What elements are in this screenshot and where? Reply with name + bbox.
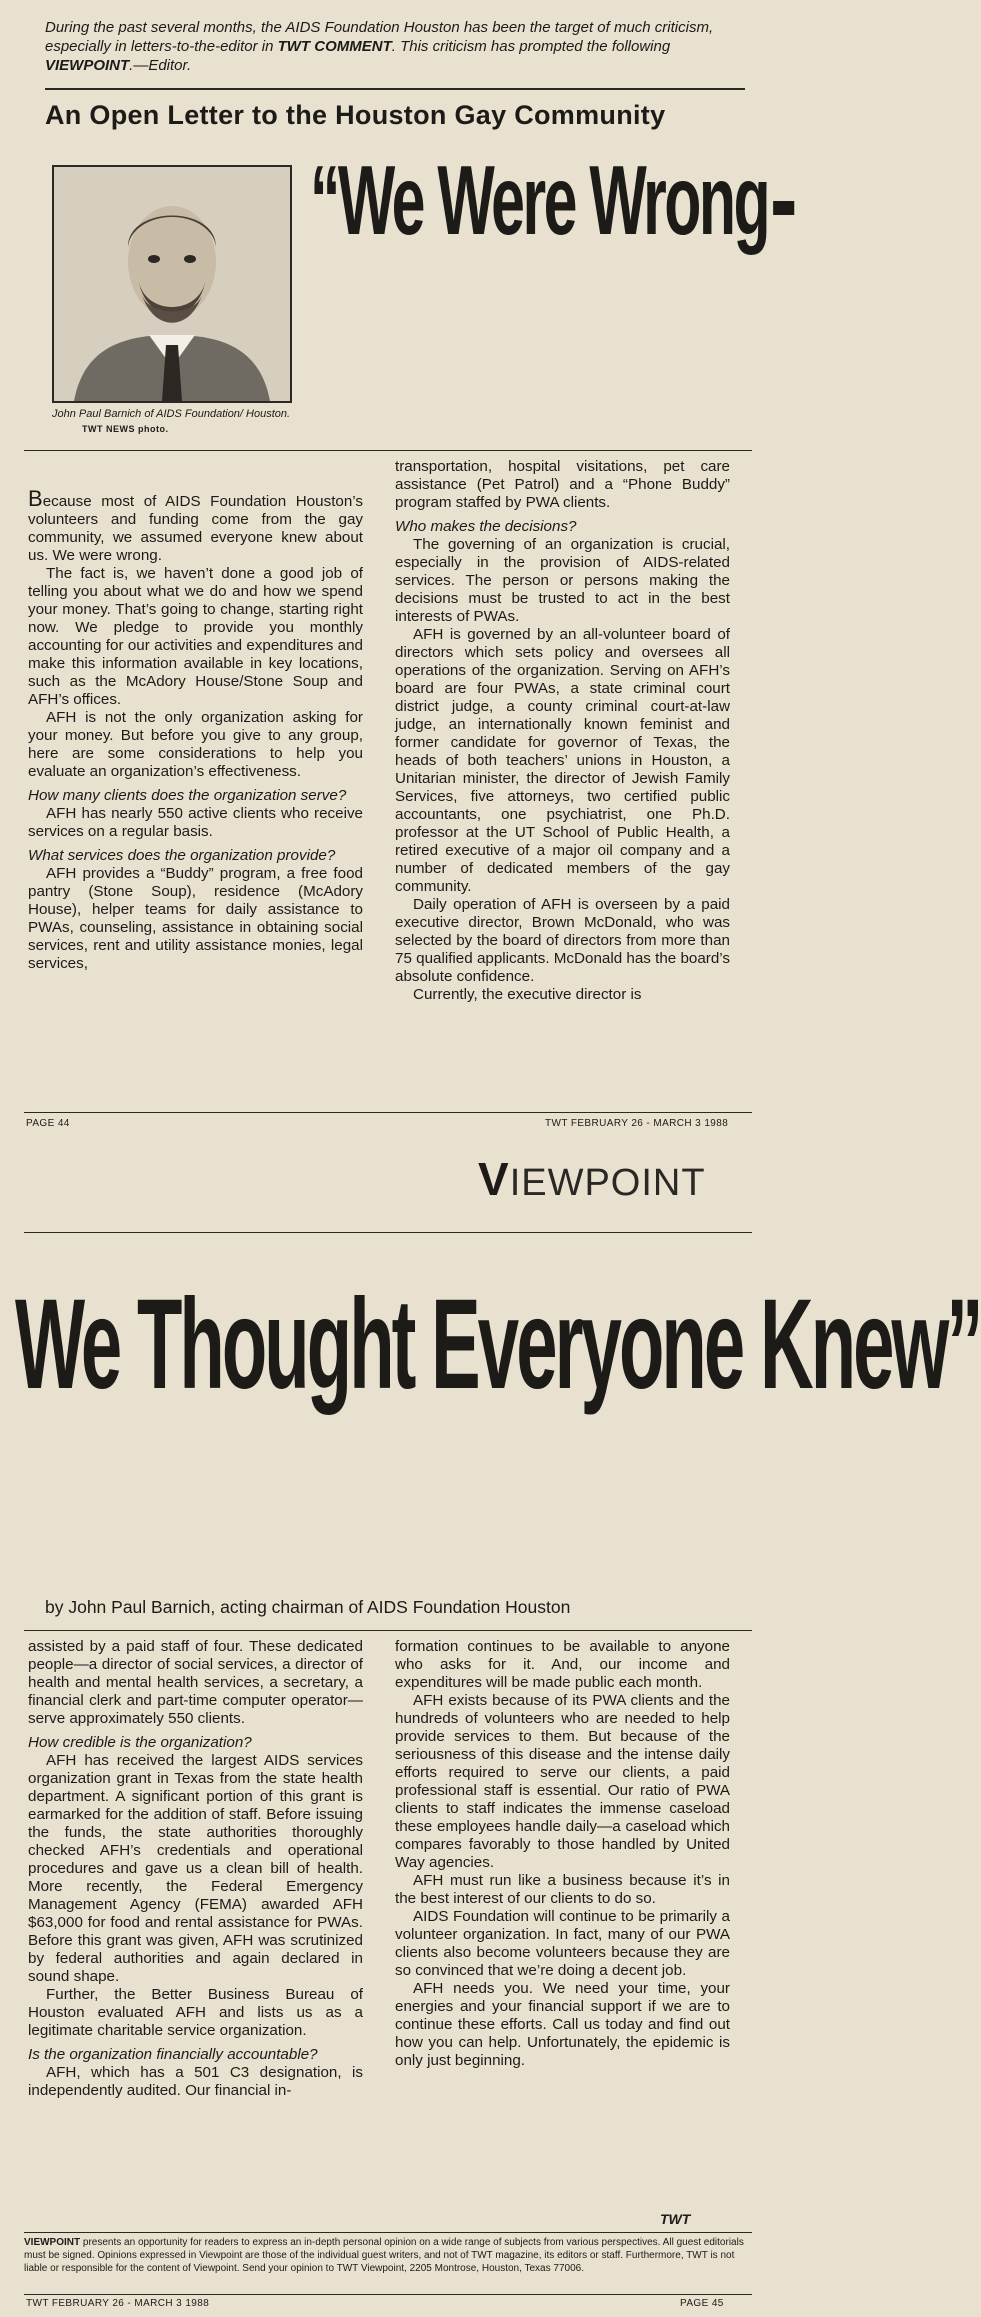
paragraph: Daily operation of AFH is overseen by a paid executive director, Brown McDonald, who was selected by the board of directors from more than 75 qualified applicants. McDonald has the board’s absolute confidence.: [395, 896, 730, 985]
byline: by John Paul Barnich, acting chairman of AIDS Foundation Houston: [45, 1597, 571, 1617]
portrait-image: [54, 167, 290, 401]
section-question: How many clients does the organization serve?: [28, 787, 347, 804]
paragraph: AFH has received the largest AIDS services organization grant in Texas from the state health department. A significant portion of this grant is earmarked for the addition of staff. Before issuing the funds, the state authorities thoroughly checked AFH’s credentials and operational procedures and gave us a clean bill of health. More recently, the Federal Emergency Management Agency (FEMA) awarded AFH $63,000 for food and rental assistance for PWAs. Before this grant was given, AFH was scrutinized by federal authorities and again declared in sound shape.: [28, 1752, 363, 1985]
editor-note-publication: TWT COMMENT: [277, 38, 392, 55]
paragraph: AFH has nearly 550 active clients who receive services on a regular basis.: [28, 805, 363, 840]
viewpoint-logo: [478, 1152, 706, 1206]
article-top-rule: [24, 450, 752, 451]
paragraph: AFH must run like a business because it’s in the best interest of our clients to do so.: [395, 1872, 730, 1907]
page44-right-column: [395, 458, 730, 1004]
section-question: Is the organization financially accountable?: [28, 2046, 318, 2063]
paragraph: formation continues to be available to anyone who asks for it. And, our income and expenditures will be made public each month.: [395, 1638, 730, 1691]
section-question: How credible is the organization?: [28, 1734, 252, 1751]
paragraph: AFH is not the only organization asking for your money. But before you give to any group, here are some considerations to help you evaluate an organization’s effectiveness.: [28, 709, 363, 780]
paragraph: Further, the Better Business Bureau of Houston evaluated AFH and lists us as a legitimate charitable service organization.: [28, 1986, 363, 2039]
page45-left-column: [28, 1638, 363, 2100]
photo-caption: [52, 407, 312, 437]
section-question: What services does the organization provide?: [28, 847, 336, 864]
caption-text: John Paul Barnich of AIDS Foundation/ Houston.: [52, 408, 291, 420]
disclaimer-label: VIEWPOINT: [24, 2237, 81, 2248]
paragraph-text: ecause most of AIDS Foundation Houston’s volunteers and funding come from the gay community, we assumed everyone knew about us. We were wrong.: [28, 493, 363, 564]
headline-dash: [773, 201, 794, 215]
we-were-wrong-headline: [310, 140, 794, 260]
paragraph: AIDS Foundation will continue to be primarily a volunteer organization. In fact, many of our PWA clients also become volunteers because they are so convinced that we’re doing a decent job.: [395, 1908, 730, 1979]
paragraph: Currently, the executive director is: [413, 986, 642, 1003]
drop-cap: B: [28, 486, 43, 511]
disclaimer-top-rule: [24, 2232, 752, 2233]
page45-number: PAGE 45: [680, 2298, 724, 2309]
caption-credit: TWT NEWS photo.: [82, 424, 169, 434]
viewpoint-logo-v: V: [478, 1153, 510, 1205]
page44-number: PAGE 44: [26, 1118, 70, 1129]
paragraph: transportation, hospital visitations, pet care assistance (Pet Patrol) and a “Phone Buddy” program staffed by PWA clients.: [395, 458, 730, 511]
section-question: Who makes the decisions?: [395, 518, 577, 535]
paragraph: AFH is governed by an all-volunteer board of directors which sets policy and oversees all operations of the organization. Serving on AFH’s board are four PWAs, a state criminal court district judge, a county criminal court-at-law judge, an internationally known feminist and former candidate for governor of Texas, the heads of both teachers’ unions in Houston, a Unitarian minister, the director of Jewish Family Services, five attorneys, two certified public accountants, one psychiatrist, one Ph.D. professor at the UT School of Public Health, a retired executive of a major oil company and a number of dedicated members of the gay community.: [395, 626, 730, 895]
viewpoint-disclaimer: [24, 2236, 752, 2275]
editor-note-viewpoint: VIEWPOINT: [45, 57, 130, 74]
editor-note: [45, 18, 745, 75]
byline-rule: [24, 1630, 752, 1631]
paragraph: assisted by a paid staff of four. These dedicated people—a director of social services, a director of health and mental health services, a secretary, a financial clerk and part-time computer operator—serve approximately 550 clients.: [28, 1638, 363, 1727]
letter-headline: An Open Letter to the Houston Gay Community: [45, 100, 666, 130]
big-headline-text: “We Were Wrong: [310, 145, 769, 255]
disclaimer-text: presents an opportunity for readers to express an in-depth personal opinion on a wide range of subjects from various perspectives. All guest editorials must be signed. Opinions expressed in Viewpoint are those of the individual guest writers, and not of TWT magazine, its editors or staff. Furthermore, TWT is not liable or responsible for the content of Viewpoint. Send your opinion to TWT Viewpoint, 2205 Montrose, Houston, Texas 77006.: [24, 2237, 744, 2274]
editor-note-text-1: During the past several months, the AIDS Foundation Houston has been the target of much criticism, especially in letters-to-the-editor in: [45, 19, 714, 55]
page44-footer-rule: [24, 1112, 752, 1113]
page45-right-column: [395, 1638, 730, 2070]
viewpoint-logo-rest: IEWPOINT: [509, 1162, 706, 1204]
paragraph: AFH needs you. We need your time, your energies and your financial support if we are to continue these efforts. Call us today and find out how you can help. Unfortunately, the epidemic is only just beginning.: [395, 1980, 730, 2069]
top-rule: [45, 88, 745, 90]
paragraph: AFH exists because of its PWA clients and the hundreds of volunteers who are needed to help provide services to them. But because of the seriousness of this disease and the intense daily efforts required to serve our clients, a paid professional staff is essential. Our ratio of PWA clients to staff indicates the immense caseload these employees handle daily—a caseload which compares favorably to those handled by United Way agencies.: [395, 1692, 730, 1871]
page45-date: TWT FEBRUARY 26 - MARCH 3 1988: [26, 2298, 210, 2309]
paragraph: [28, 486, 363, 565]
editor-note-text-3: .—Editor.: [129, 57, 192, 74]
page45-top-rule: [24, 1232, 752, 1233]
paragraph: AFH provides a “Buddy” program, a free food pantry (Stone Soup), residence (McAdory House), helper teams for daily assistance to PWAs, counseling, assistance in obtaining social services, rent and utility assistance monies, legal services,: [28, 865, 363, 972]
page44-date: TWT FEBRUARY 26 - MARCH 3 1988: [545, 1118, 729, 1129]
editor-note-text-2: . This criticism has prompted the following: [391, 38, 671, 55]
page44-left-column: [28, 486, 363, 973]
paragraph: AFH, which has a 501 C3 designation, is independently audited. Our financial in-: [28, 2064, 363, 2099]
page45-footer-rule: [24, 2294, 752, 2295]
author-photo: [52, 165, 292, 403]
we-thought-everyone-knew-headline: We Thought Everyone Knew”: [15, 1273, 981, 1416]
paragraph: The fact is, we haven’t done a good job of telling you about what we do and how we spend your money. That’s going to change, starting right now. We pledge to provide you monthly accounting for our activities and expenditures and make this information available in key locations, such as the McAdory House/Stone Soup and AFH’s offices.: [28, 565, 363, 708]
paragraph: The governing of an organization is crucial, especially in the provision of AIDS-related services. The person or persons making the decisions must be trusted to act in the best interests of PWAs.: [395, 536, 730, 625]
end-mark: TWT: [660, 2211, 691, 2227]
